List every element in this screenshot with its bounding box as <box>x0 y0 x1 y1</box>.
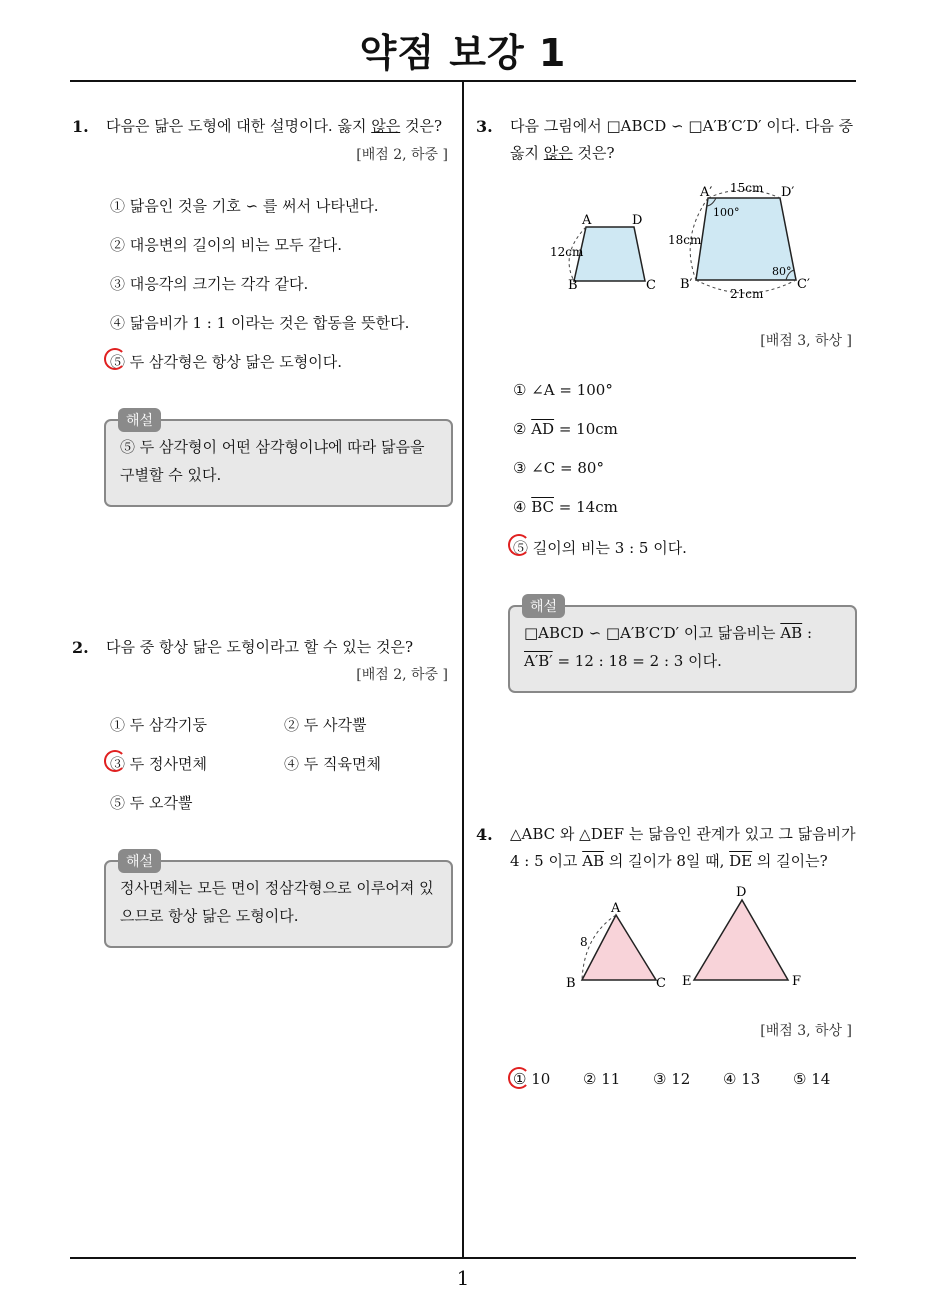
q4-option-1[interactable]: ① 10 <box>513 1070 551 1088</box>
q3-small-label-d: D <box>632 213 643 228</box>
q4-text-line2 <box>510 848 828 875</box>
q1-answer-mark <box>104 348 126 370</box>
q2-answer-mark <box>104 750 126 772</box>
q3-option-4-pre: ④ <box>513 498 532 516</box>
q3-explanation-text <box>510 607 855 685</box>
q4-option-2[interactable]: ② 11 <box>583 1070 621 1088</box>
q3-explanation-box <box>508 605 857 693</box>
q2-explanation-box <box>104 860 453 948</box>
q3-text-line1: 다음 그림에서 □ABCD ∽ □A′B′C′D′ 이다. 다음 중 <box>510 117 854 135</box>
q2-option-1[interactable]: ① 두 삼각기둥 <box>110 716 207 734</box>
q4-small-label-c: C <box>656 976 666 991</box>
q3-option-2-segment: $\overline{AD}$ <box>531 420 555 438</box>
q4-small-label-b: B <box>566 976 576 991</box>
q3-option-4-segment: $\overline{BC}$ <box>531 498 554 516</box>
q2-number: 2. <box>72 638 89 657</box>
q3-left-side-label: 18cm <box>668 233 702 247</box>
q4-text-line1: △ABC 와 △DEF 는 닮음인 관계가 있고 그 닮음비가 <box>510 825 856 843</box>
q3-option-1[interactable] <box>513 381 613 399</box>
q3-meta: [배점 3, 하상 ] <box>760 333 852 349</box>
q3-small-label-c: C <box>646 278 656 293</box>
q4-small-label-a: A <box>611 901 621 916</box>
q3-angle-c-label: 80° <box>772 265 792 278</box>
q4-large-label-e: E <box>682 974 692 989</box>
q1-explanation-box <box>104 419 453 507</box>
q1-text-b: 것은? <box>400 117 442 135</box>
q3-angle-a-label: 100° <box>713 206 740 219</box>
q3-text-line2 <box>510 140 615 167</box>
q3-large-label-b: B′ <box>680 277 693 292</box>
q3-option-5-text: ⑤ 길이의 비는 3 : 5 이다. <box>513 539 687 557</box>
q3-large-label-d: D′ <box>781 185 795 200</box>
q2-option-5[interactable]: ⑤ 두 오각뿔 <box>110 794 193 812</box>
q3-top-side-label: 15cm <box>730 181 764 195</box>
q4-small-side-label: 8 <box>580 935 588 949</box>
q1-explanation-text: ⑤ 두 삼각형이 어떤 삼각형이냐에 따라 닮음을 구별할 수 있다. <box>120 438 425 484</box>
q4-meta: [배점 3, 하상 ] <box>760 1023 852 1039</box>
q4-text-line2-c: 의 길이는? <box>752 852 828 870</box>
q3-explanation-segment-a1b1: A′B′ <box>524 652 553 670</box>
q1-number: 1. <box>72 117 89 136</box>
q4-large-label-d: D <box>736 885 747 900</box>
q3-small-trapezoid <box>574 227 645 281</box>
q4-text-segment-de: $\overline{DE}$ <box>729 852 753 870</box>
q3-large-label-c: C′ <box>797 277 810 292</box>
q3-option-3-text: ③ ∠C = 80° <box>513 459 604 477</box>
q4-text-segment-ab: $\overline{AB}$ <box>582 852 605 870</box>
q3-large-label-a: A′ <box>700 185 713 200</box>
q3-option-2-pre: ② <box>513 420 532 438</box>
q1-option-2[interactable]: ② 대응변의 길이의 비는 모두 같다. <box>110 236 342 254</box>
q3-explanation-c: = 12 : 18 = 2 : 3 이다. <box>552 652 722 670</box>
q4-small-triangle <box>582 915 656 980</box>
q1-meta: [배점 2, 하중 ] <box>356 147 448 163</box>
q3-explanation-tag: 해설 <box>522 594 565 618</box>
q4-large-label-f: F <box>792 974 802 989</box>
q3-bottom-side-label: 21cm <box>730 287 764 301</box>
q2-text: 다음 중 항상 닮은 도형이라고 할 수 있는 것은? <box>106 638 414 656</box>
q3-option-2-post: = 10cm <box>554 420 618 438</box>
q2-option-3[interactable]: ③ 두 정사면체 <box>110 755 207 773</box>
q1-option-4[interactable]: ④ 닮음비가 1 : 1 이라는 것은 합동을 뜻한다. <box>110 314 410 332</box>
q3-text-underlined: 않은 <box>543 144 573 162</box>
q3-option-5[interactable] <box>513 537 687 558</box>
q4-text-line2-b: 의 길이가 8일 때, <box>604 852 730 870</box>
q3-option-4-post: = 14cm <box>554 498 618 516</box>
q3-number: 3. <box>476 117 493 136</box>
q3-option-1-text: ① ∠A = 100° <box>513 381 613 399</box>
q4-triangle-figure <box>560 880 810 995</box>
q1-option-5[interactable]: ⑤ 두 삼각형은 항상 닮은 도형이다. <box>110 353 342 371</box>
q3-answer-mark <box>508 534 530 556</box>
page-number: 1 <box>456 1266 470 1290</box>
q4-text-line2-a: 4 : 5 이고 <box>510 852 583 870</box>
q3-small-label-b: B <box>568 278 578 293</box>
q1-text-underlined: 않은 <box>371 117 401 135</box>
q4-large-triangle <box>694 900 788 980</box>
q4-option-3[interactable]: ③ 12 <box>653 1070 691 1088</box>
q3-option-2[interactable] <box>513 420 618 438</box>
q3-small-label-a: A <box>582 213 592 228</box>
q4-option-4[interactable]: ④ 13 <box>723 1070 761 1088</box>
q1-option-1[interactable]: ① 닮음인 것을 기호 ∽ 를 써서 나타낸다. <box>110 197 379 215</box>
q2-meta: [배점 2, 하중 ] <box>356 667 448 683</box>
page-title: 약점 보강 1 <box>359 31 567 75</box>
q1-explanation-tag: 해설 <box>118 408 161 432</box>
q1-text-a: 다음은 닮은 도형에 대한 설명이다. 옳지 <box>106 117 372 135</box>
q1-text <box>106 113 456 140</box>
q3-explanation-segment-ab: $\overline{AB}$ <box>780 624 803 642</box>
q3-text-line2-a: 옳지 <box>510 144 544 162</box>
q4-option-5[interactable]: ⑤ 14 <box>793 1070 831 1088</box>
q2-option-4[interactable]: ④ 두 직육면체 <box>284 755 381 773</box>
q2-option-2[interactable]: ② 두 사각뿔 <box>284 716 367 734</box>
q3-trapezoid-figure <box>540 176 830 306</box>
q2-explanation-text: 정사면체는 모든 면이 정삼각형으로 이루어져 있으므로 항상 닮은 도형이다. <box>120 879 434 925</box>
q3-explanation-b: : <box>802 624 813 642</box>
q3-text-line2-b: 것은? <box>572 144 615 162</box>
q4-number: 4. <box>476 825 493 844</box>
q1-option-3[interactable]: ③ 대응각의 크기는 각각 같다. <box>110 275 309 293</box>
column-divider <box>462 82 464 1258</box>
q4-answer-mark <box>508 1067 530 1089</box>
q3-small-side-label: 12cm <box>550 245 584 259</box>
q2-explanation-tag: 해설 <box>118 849 161 873</box>
q3-option-3[interactable] <box>513 459 604 477</box>
q3-explanation-a: □ABCD ∽ □A′B′C′D′ 이고 닮음비는 <box>524 624 781 642</box>
q3-option-4[interactable] <box>513 498 618 516</box>
bottom-rule <box>70 1257 856 1259</box>
